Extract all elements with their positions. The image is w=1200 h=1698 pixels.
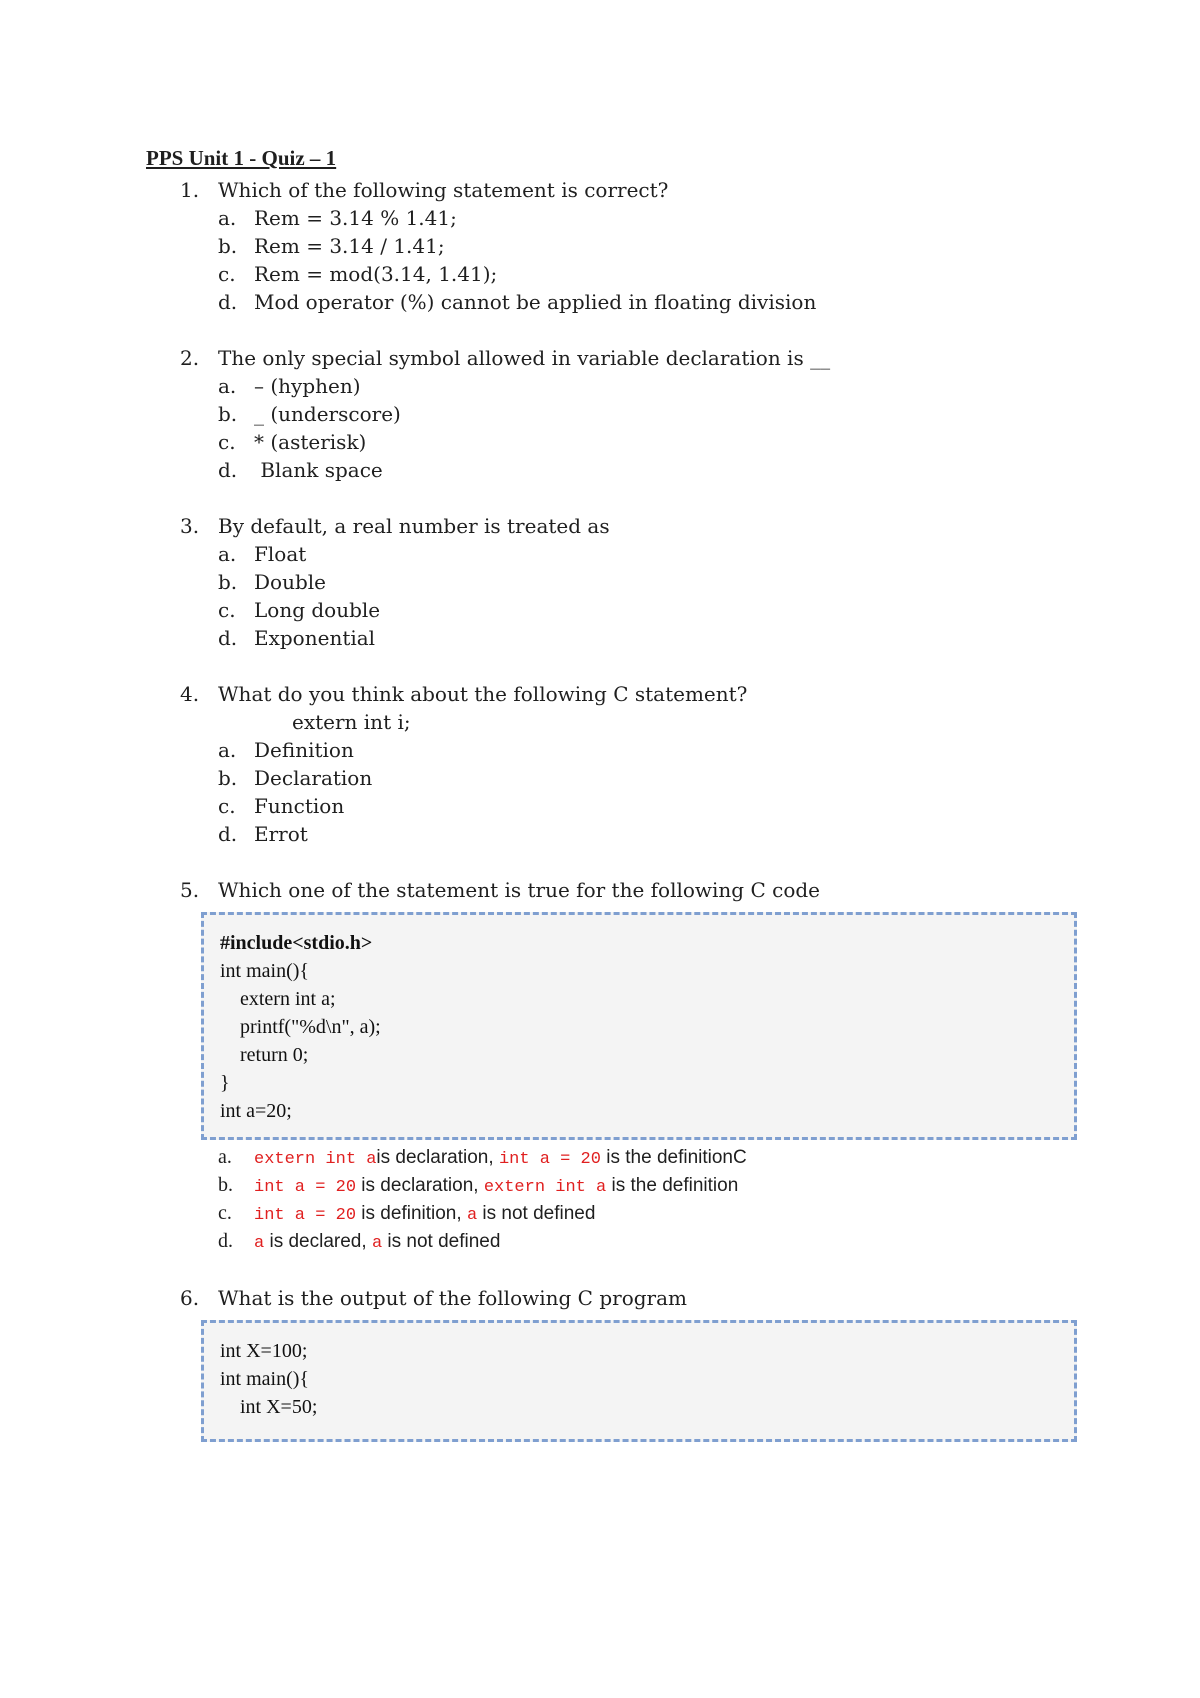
option-5b: b. int a = 20 is declaration, extern int a is the definition [218, 1174, 739, 1197]
option-5d: d. a is declared, a is not defined [218, 1230, 501, 1253]
question-5: 5. Which one of the statement is true for the following C code [180, 878, 821, 902]
code-block-5 [201, 912, 1077, 1140]
option-1b: b. Rem = 3.14 / 1.41; [218, 234, 445, 258]
option-3a: a. Float [218, 542, 307, 566]
code-line: #include<stdio.h> [220, 932, 373, 954]
code-line: int X=100; [220, 1340, 308, 1362]
code-line: return 0; [220, 1044, 309, 1066]
option-4c: c. Function [218, 794, 345, 818]
question-3: 3. By default, a real number is treated as [180, 514, 610, 538]
code-line: } [220, 1072, 230, 1094]
option-3c: c. Long double [218, 598, 381, 622]
option-2b: b. _ (underscore) [218, 402, 401, 426]
code-block-6 [201, 1320, 1077, 1442]
option-1d: d. Mod operator (%) cannot be applied in floating division [218, 290, 817, 314]
question-2: 2. The only special symbol allowed in variable declaration is __ [180, 346, 831, 370]
question-1: 1. Which of the following statement is correct? [180, 178, 669, 202]
option-2c: c. * (asterisk) [218, 430, 367, 454]
option-4d: d. Errot [218, 822, 308, 846]
option-5a: a. extern int ais declaration, int a = 20 is the definitionC [218, 1146, 747, 1169]
code-line: extern int a; [220, 988, 336, 1010]
option-3b: b. Double [218, 570, 326, 594]
code-line: int main(){ [220, 960, 310, 982]
option-2d: d. Blank space [218, 458, 383, 482]
option-4b: b. Declaration [218, 766, 373, 790]
option-4a: a. Definition [218, 738, 354, 762]
question-6: 6. What is the output of the following C program [180, 1286, 687, 1310]
code-line: printf("%d\n", a); [220, 1016, 381, 1038]
option-2a: a. – (hyphen) [218, 374, 361, 398]
option-5c: c. int a = 20 is definition, a is not defined [218, 1202, 596, 1225]
page-title: PPS Unit 1 - Quiz – 1 [146, 146, 337, 170]
option-1a: a. Rem = 3.14 % 1.41; [218, 206, 457, 230]
option-3d: d. Exponential [218, 626, 376, 650]
code-line: int X=50; [220, 1396, 318, 1418]
question-4: 4. What do you think about the following C statement? [180, 682, 748, 706]
code-line: int a=20; [220, 1100, 292, 1122]
question-4-code-line: extern int i; [292, 710, 411, 734]
code-line: int main(){ [220, 1368, 310, 1390]
option-1c: c. Rem = mod(3.14, 1.41); [218, 262, 498, 286]
